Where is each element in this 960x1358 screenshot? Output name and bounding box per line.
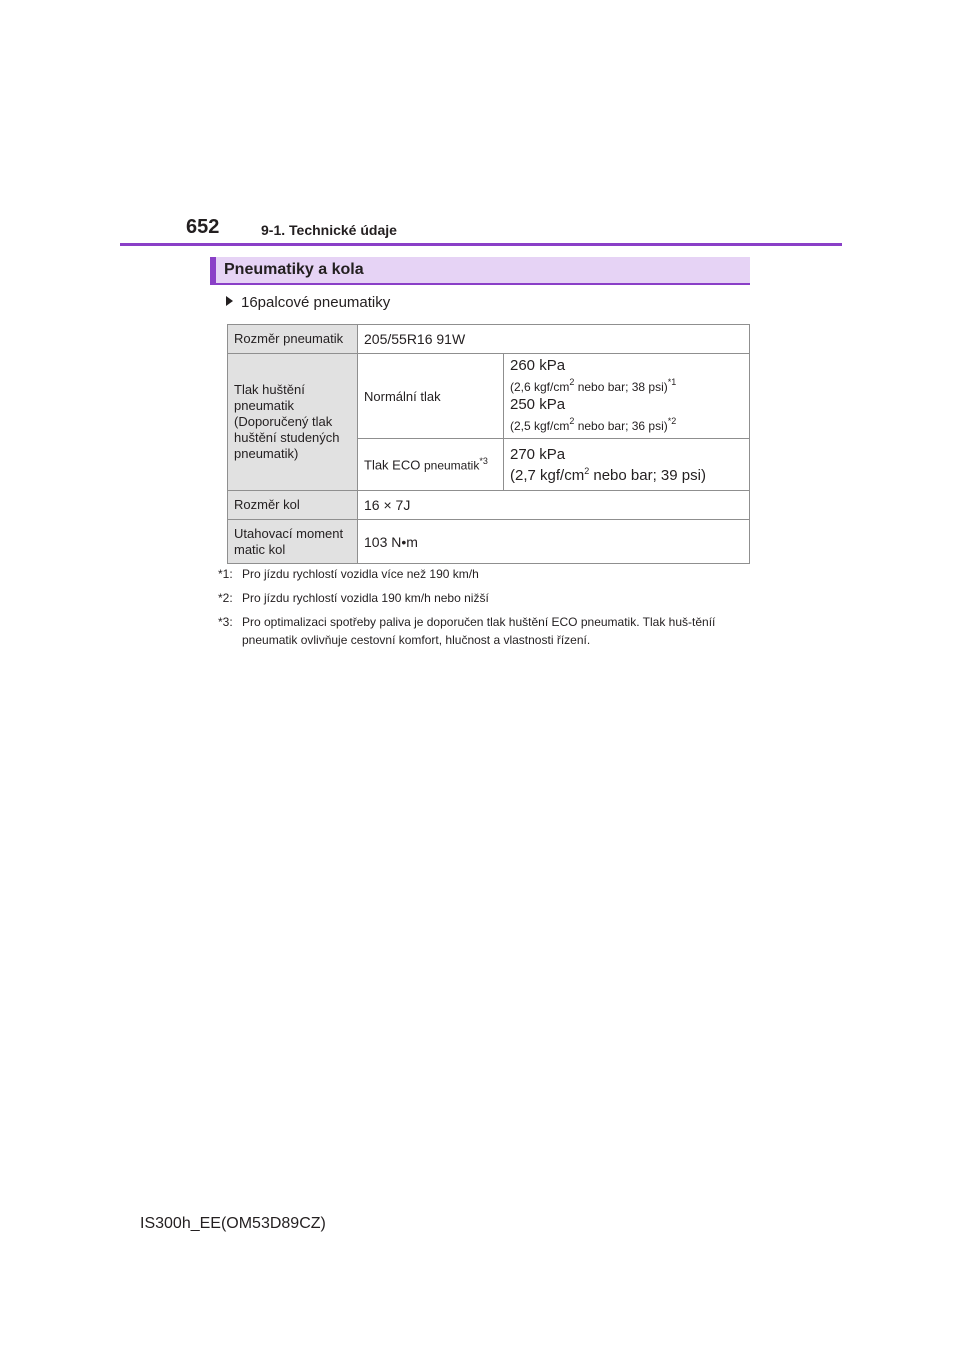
torque-label: Utahovací moment matic kol xyxy=(228,520,358,564)
normal-pressure-label: Normální tlak xyxy=(358,354,504,439)
section-title: 9-1. Technické údaje xyxy=(261,222,397,238)
ref-1: *1 xyxy=(667,377,677,387)
footnote-text: Pro jízdu rychlostí vozidla více než 190 km/h xyxy=(242,567,479,581)
footnote-item xyxy=(218,613,758,649)
page-number: 652 xyxy=(186,216,220,238)
header-divider xyxy=(120,243,842,246)
eco-value-kpa: 270 kPa xyxy=(510,445,566,463)
normal-value-1-b: nebo bar; 38 psi) xyxy=(574,380,668,394)
sup-2: 2 xyxy=(569,416,575,426)
eco-pressure-value xyxy=(504,439,750,491)
triangle-bullet-icon xyxy=(226,296,233,306)
table-row xyxy=(228,354,750,439)
tire-size-value: 205/55R16 91W xyxy=(358,325,750,354)
pressure-label: Tlak huštění pneumatik (Doporučený tlak huštění studených pneumatik) xyxy=(228,354,358,491)
normal-value-1-a: (2,6 kgf/cm xyxy=(510,380,570,394)
sup-2: 2 xyxy=(584,465,590,476)
wheel-size-value: 16 × 7J xyxy=(358,491,750,520)
eco-value-b: nebo bar; 39 psi) xyxy=(589,466,706,484)
sup-2: 2 xyxy=(569,377,575,387)
sub-heading xyxy=(226,294,390,311)
eco-pressure-label xyxy=(358,439,504,491)
eco-label-b: pneumatik xyxy=(423,458,480,473)
footnote-item xyxy=(218,589,758,607)
normal-value-2-kpa: 250 kPa xyxy=(510,396,566,413)
footnote-item xyxy=(218,565,758,583)
eco-value-a: (2,7 kgf/cm xyxy=(510,466,585,484)
normal-value-2-b: nebo bar; 36 psi) xyxy=(574,419,668,433)
table-row xyxy=(228,520,750,564)
footnote-mark: *3: xyxy=(218,615,233,629)
eco-label-a: Tlak ECO xyxy=(364,457,424,473)
sub-heading-text: 16palcové pneumatiky xyxy=(241,294,391,311)
footnote-text: Pro jízdu rychlostí vozidla 190 km/h nebo nižší xyxy=(242,591,489,605)
torque-value: 103 N•m xyxy=(358,520,750,564)
tire-spec-table xyxy=(227,324,750,564)
footnote-text: Pro optimalizaci spotřeby paliva je doporučen tlak huštění ECO pneumatik. Tlak huš-těníí pneumatik ovlivňuje cestovní komfort, hlučnost a vlastnosti řízení. xyxy=(242,615,716,647)
document-code: IS300h_EE(OM53D89CZ) xyxy=(140,1215,326,1232)
ref-2: *2 xyxy=(667,416,677,426)
footnote-mark: *1: xyxy=(218,567,233,581)
footnote-mark: *2: xyxy=(218,591,233,605)
table-row xyxy=(228,325,750,354)
normal-value-1-kpa: 260 kPa xyxy=(510,357,566,374)
normal-pressure-value xyxy=(504,354,750,439)
section-heading-text: Pneumatiky a kola xyxy=(224,261,364,278)
tire-size-label: Rozměr pneumatik xyxy=(228,325,358,354)
section-heading xyxy=(210,257,750,285)
footnotes xyxy=(218,565,758,655)
wheel-size-label: Rozměr kol xyxy=(228,491,358,520)
normal-value-2-a: (2,5 kgf/cm xyxy=(510,419,570,433)
ref-3: *3 xyxy=(479,456,488,467)
table-row xyxy=(228,491,750,520)
